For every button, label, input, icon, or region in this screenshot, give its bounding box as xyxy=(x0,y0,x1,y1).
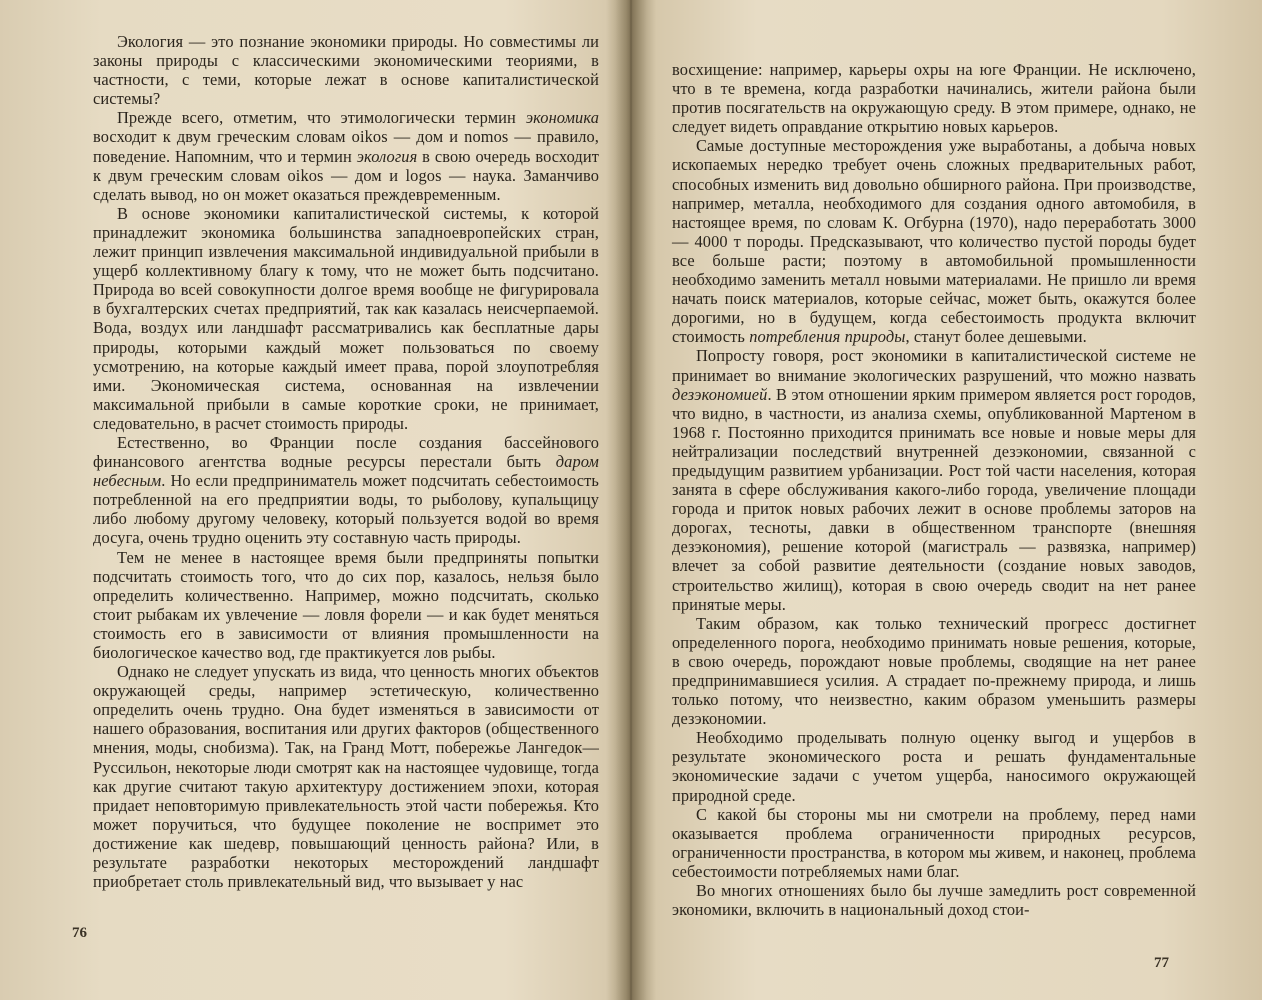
text-run: Самые доступные месторождения уже выработаны, а добыча новых ископаемых нередко требует очень сложных предварительных работ, способных изменить вид довольно обширного района. При производстве, например, металла, необходимого для создания одного автомобиля, в настоящее время, по словам К. Огбурна (1970), надо переработать 3000 — 4000 т породы. Предсказывают, что количество пустой породы будет все больше расти; поэтому в автомобильной промышленности необходимо заменить металл новыми материалами. Не пришло ли время начать поиск материалов, которые сейчас, может быть, окажутся более дорогими, но в будущем, когда себестоимость продукта включит стоимость xyxy=(672,136,1196,347)
paragraph xyxy=(93,662,599,891)
paragraph xyxy=(93,204,599,433)
paragraph xyxy=(93,548,599,663)
italic-term: дезэкономией xyxy=(672,384,768,404)
text-run: в свою очередь восходит к двум греческим словам oikos — дом и logos — наука. Заманчиво сделать вывод, но он может оказаться преждевременным. xyxy=(93,146,599,204)
paragraph xyxy=(672,346,1196,613)
right-page-number: 77 xyxy=(1154,955,1169,971)
paragraph xyxy=(93,433,599,548)
left-page xyxy=(0,0,630,1000)
text-run: В основе экономики капиталистической системы, к которой принадлежит экономика большинства западноевропейских стран, лежит принцип извлечения максимальной индивидуальной прибыли в ущерб коллективному благу к тому, что не может быть подсчитано. Природа во всей совокупности долгое время вообще не фигурировала в бухгалтерских счетах предприятий, так как казалась неисчерпаемой. Вода, воздух или ландшафт рассматривались как бесплатные дары природы, которыми каждый может пользоваться по своему усмотрению, на которые каждый имеет права, порой злоупотребляя ими. Экономическая система, основанная на извлечении максимальной прибыли в самые короткие сроки, не принимает, следовательно, в расчет стоимость природы. xyxy=(93,203,599,433)
text-run: , станут более дешевыми. xyxy=(905,327,1087,347)
text-run: Однако не следует упускать из вида, что ценность многих объектов окружающей среды, например эстетическую, количественно определить очень трудно. Она будет изменяться в зависимости от нашего образования, воспитания или других факторов (общественного мнения, моды, снобизма). Так, на Гранд Мотт, побережье Лангедок—Руссильон, некоторые люди смотрят как на настоящее чудовище, тогда как другие считают такую архитектуру достижением эпохи, которая придает неповторимую привлекательность этой части побережья. Кто может поручиться, что будущее поколение не воспримет это достижение как шедевр, повышающий ценность района? Или, в результате разработки некоторых месторождений ландшафт приобретает столь привлекательный вид, что вызывает у нас xyxy=(93,662,599,892)
right-page-text xyxy=(672,60,1196,919)
text-run: восхищение: например, карьеры охры на юге Франции. Не исключено, что в те времена, когда разработки начинались, жители района были против посягательств на окружающую среду. В этом примере, однако, не следует видеть оправдание открытию новых карьеров. xyxy=(672,60,1196,137)
paragraph xyxy=(672,805,1196,881)
text-run: . Но если предприниматель может подсчитать себестоимость потребленной на его предприятии воды, то рыболову, купальщицу либо любому другому человеку, который пользуется водой во время досуга, очень трудно оценить эту составную часть природы. xyxy=(93,471,599,548)
italic-term: экономика xyxy=(525,108,599,128)
paragraph xyxy=(672,881,1196,919)
text-run: Экология — это познание экономики природы. Но совместимы ли законы природы с классическими экономическими теориями, в частности, с теми, которые лежат в основе капиталистической системы? xyxy=(93,32,599,109)
paragraph xyxy=(672,728,1196,804)
left-page-text xyxy=(93,32,599,891)
text-run: Во многих отношениях было бы лучше замедлить рост современной экономики, включить в национальный доход стои- xyxy=(672,881,1196,920)
italic-term: потребления природы xyxy=(749,327,906,347)
paragraph xyxy=(672,136,1196,346)
right-page xyxy=(632,0,1262,1000)
text-run: Тем не менее в настоящее время были предприняты попытки подсчитать стоимость того, что до сих пор, казалось, нельзя было определить количественно. Например, можно подсчитать, сколько стоит рыбакам их увлечение — ловля форели — и как будет меняться стоимость его в зависимости от влияния промышленности на биологическое качество вод, где практикуется лов рыбы. xyxy=(93,547,599,662)
text-run: Таким образом, как только технический прогресс достигнет определенного порога, необходимо принимать новые решения, которые, в свою очередь, порождают новые проблемы, сводящие на нет ранее предпринимавшиеся усилия. А страдает по-прежнему природа, и лишь только потому, что неизвестно, каким образом уменьшить размеры дезэкономии. xyxy=(672,613,1196,729)
text-run: Необходимо проделывать полную оценку выгод и ущербов в результате экономического роста и решать фундаментальные экономические задачи с учетом ущерба, наносимого окружающей природной среде. xyxy=(672,728,1196,805)
text-run: Прежде всего, отметим, что этимологически термин xyxy=(117,108,526,128)
italic-term: экология xyxy=(356,146,418,166)
text-run: восходит к двум греческим словам oikos — дом и nomos — правило, поведение. Напомним, что и термин xyxy=(93,127,599,166)
paragraph xyxy=(93,108,599,203)
paragraph xyxy=(93,32,599,108)
paragraph xyxy=(672,60,1196,136)
text-run: Попросту говоря, рост экономики в капиталистической системе не принимает во внимание экологических разрушений, что можно назвать xyxy=(672,346,1196,385)
italic-term: даром небесным xyxy=(93,452,599,491)
text-run: Естественно, во Франции после создания бассейнового финансового агентства водные ресурсы перестали быть xyxy=(93,432,599,472)
text-run: С какой бы стороны мы ни смотрели на проблему, перед нами оказывается проблема ограниченности природных ресурсов, ограниченности пространства, в котором мы живем, и наконец, проблема себестоимости потребляемых нами благ. xyxy=(672,804,1196,881)
paragraph xyxy=(672,614,1196,729)
text-run: . В этом отношении ярким примером является рост городов, что видно, в частности, из анализа схемы, опубликованной Мартеном в 1968 г. Постоянно приходится принимать все новые и новые меры для нейтрализации последствий внутренней дезэкономии, связанной с предыдущим развитием урбанизации. Рост той части населения, которая занята в сфере обслуживания какого-либо города, увеличение площади города и приток новых рабочих лежит в основе проблемы заторов на дорогах, тесноты, давки в общественном транспорте (внешняя дезэкономия), решение которой (магистраль — развязка, например) влечет за собой развитие деятельности (создание новых заводов, строительство жилищ), которая в свою очередь сводит на нет ранее принятые меры. xyxy=(672,384,1196,614)
left-page-number: 76 xyxy=(72,925,87,941)
